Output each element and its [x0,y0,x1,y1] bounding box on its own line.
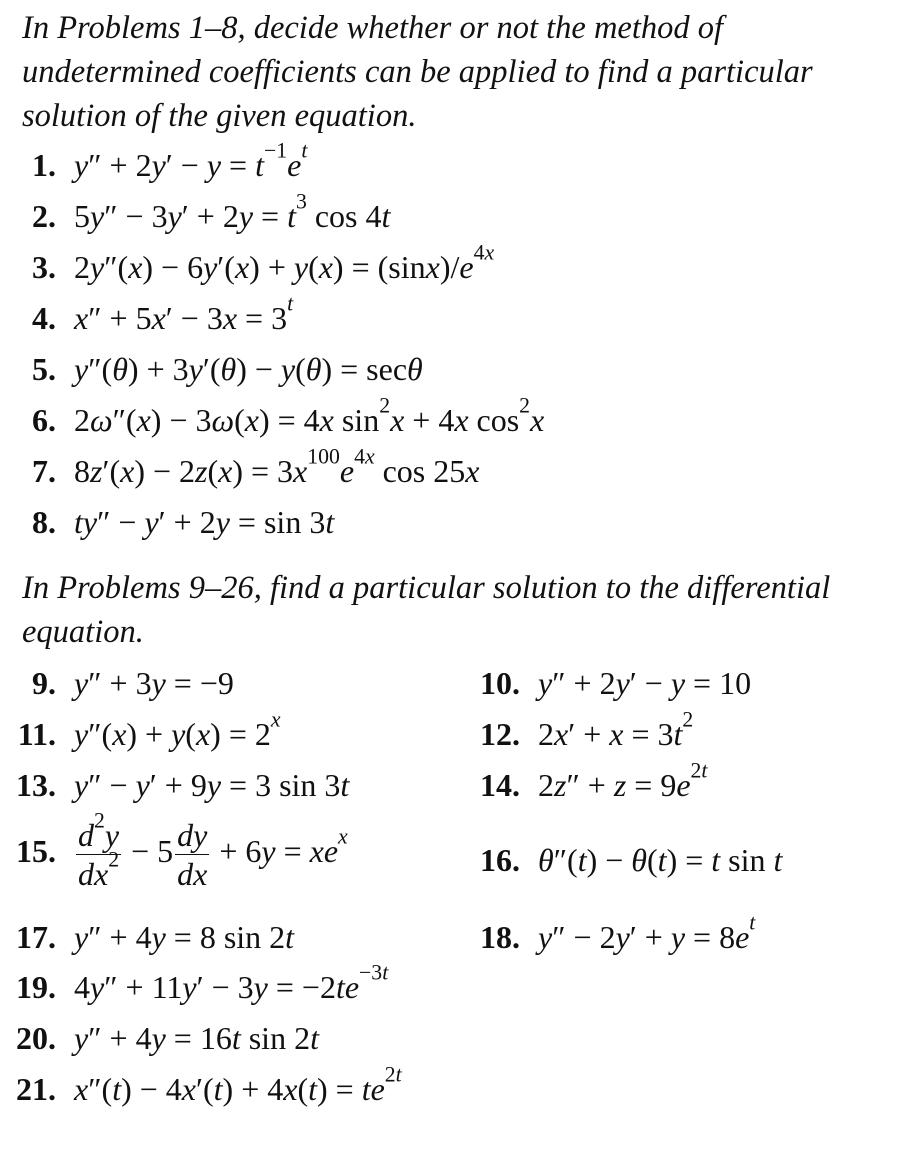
problem-number: 19. [16,969,56,1005]
problem-equation: $y''(x) + y(x) = 2^x$ [74,707,281,752]
problem-equation: y″ + 3y = −9 [74,665,234,701]
section1-instructions: In Problems 1–8, decide whether or not the method of undetermined coefficients can be applied to find a particular solution of the given equation. [22,10,813,134]
problem-number: 7. [32,453,56,489]
problem-number: 1. [32,147,56,183]
problem-equation: $4y'' + 11y' - 3y = -2te^{-3t}$ [74,960,389,1005]
problem-number: 13. [16,767,56,803]
problem-equation: $2x' + x = 3t^2$ [538,707,694,752]
problem-19 [6,960,389,1007]
problem-14 [470,758,708,805]
fraction: $\frac{dy}{dx}$ [177,817,208,892]
problem-equation: $y'' - 2y' + y = 8e^t$ [538,910,756,955]
problem-number: 17. [16,919,56,955]
problem-equation: $\frac{d^2y}{dx^2}$ − 5 $\frac{dy}{dx}$ + $6y = xe^x$ [78,808,348,892]
problem-number: 18. [480,919,520,955]
problem-equation: y″(θ) + 3y′(θ) − y(θ) = secθ [74,351,423,387]
problem-12 [470,707,694,754]
problem-equation: θ″(t) − θ(t) = t sin t [538,842,783,878]
problem-number: 9. [32,665,56,701]
problem-equation: $8z'(x) - 2z(x) = 3x^{100}e^{4x}$ cos 25x [74,444,480,489]
problem-number: 2. [32,198,56,234]
problem-9 [6,663,234,703]
problem-10 [470,663,751,703]
problem-equation: y″ + 4y = 8 sin 2t [74,919,295,955]
problem-equation: y″ − y′ + 9y = 3 sin 3t [74,767,350,803]
problem-15 [6,808,348,893]
problem-13 [6,765,349,805]
problem-number: 3. [32,249,56,285]
problem-number: 11. [17,716,56,752]
problem-2 [18,189,391,236]
problem-number: 5. [32,351,56,387]
problem-equation: y″ + 2y′ − y = 10 [538,665,752,701]
problem-7 [18,444,480,491]
problem-4 [18,291,294,338]
problem-number: 4. [32,300,56,336]
problem-equation: $5y'' - 3y' + 2y = t^3$ cos 4t [74,189,391,234]
problem-5 [18,349,423,389]
problem-6 [18,393,545,440]
problem-equation: $2z'' + z = 9e^{2t}$ [538,758,708,803]
section2-instructions: In Problems 9–26, find a particular solution to the differential equation. [22,570,831,650]
problem-number: 21. [16,1071,56,1107]
problem-8 [18,502,334,542]
problem-number: 6. [32,402,56,438]
problem-number: 14. [480,767,520,803]
problem-20 [6,1018,319,1058]
problem-11 [6,707,281,754]
problem-21 [6,1062,402,1109]
problem-number: 15. [16,832,56,869]
problem-1 [18,138,308,185]
problem-equation: y″ + 4y = 16t sin 2t [74,1020,319,1056]
problem-equation: $y'' + 2y' - y = t^{-1}e^t$ [74,138,308,183]
problem-18 [470,910,756,957]
problem-number: 16. [480,842,520,878]
problem-16 [470,840,782,880]
problem-17 [6,917,294,957]
problem-number: 8. [32,504,56,540]
problem-number: 10. [480,665,520,701]
problem-number: 20. [16,1020,56,1056]
problem-equation: $x'' + 5x' - 3x = 3^t$ [74,291,294,336]
problem-equation: ty″ − y′ + 2y = sin 3t [74,504,335,540]
problem-number: 12. [480,716,520,752]
fraction: $\frac{d^2y}{dx^2}$ [78,808,120,892]
problem-3 [18,240,495,287]
problem-equation: 2ω″(x) − 3ω(x) = 4x $\sin^2x + 4x$ $\cos^2x$ [74,393,545,438]
problem-equation: $2y''(x) - 6y'(x) + y(x) = (\sin x)/e^{4x}$ [74,240,495,285]
problem-equation: $x''(t) - 4x'(t) + 4x(t) = te^{2t}$ [74,1062,402,1107]
